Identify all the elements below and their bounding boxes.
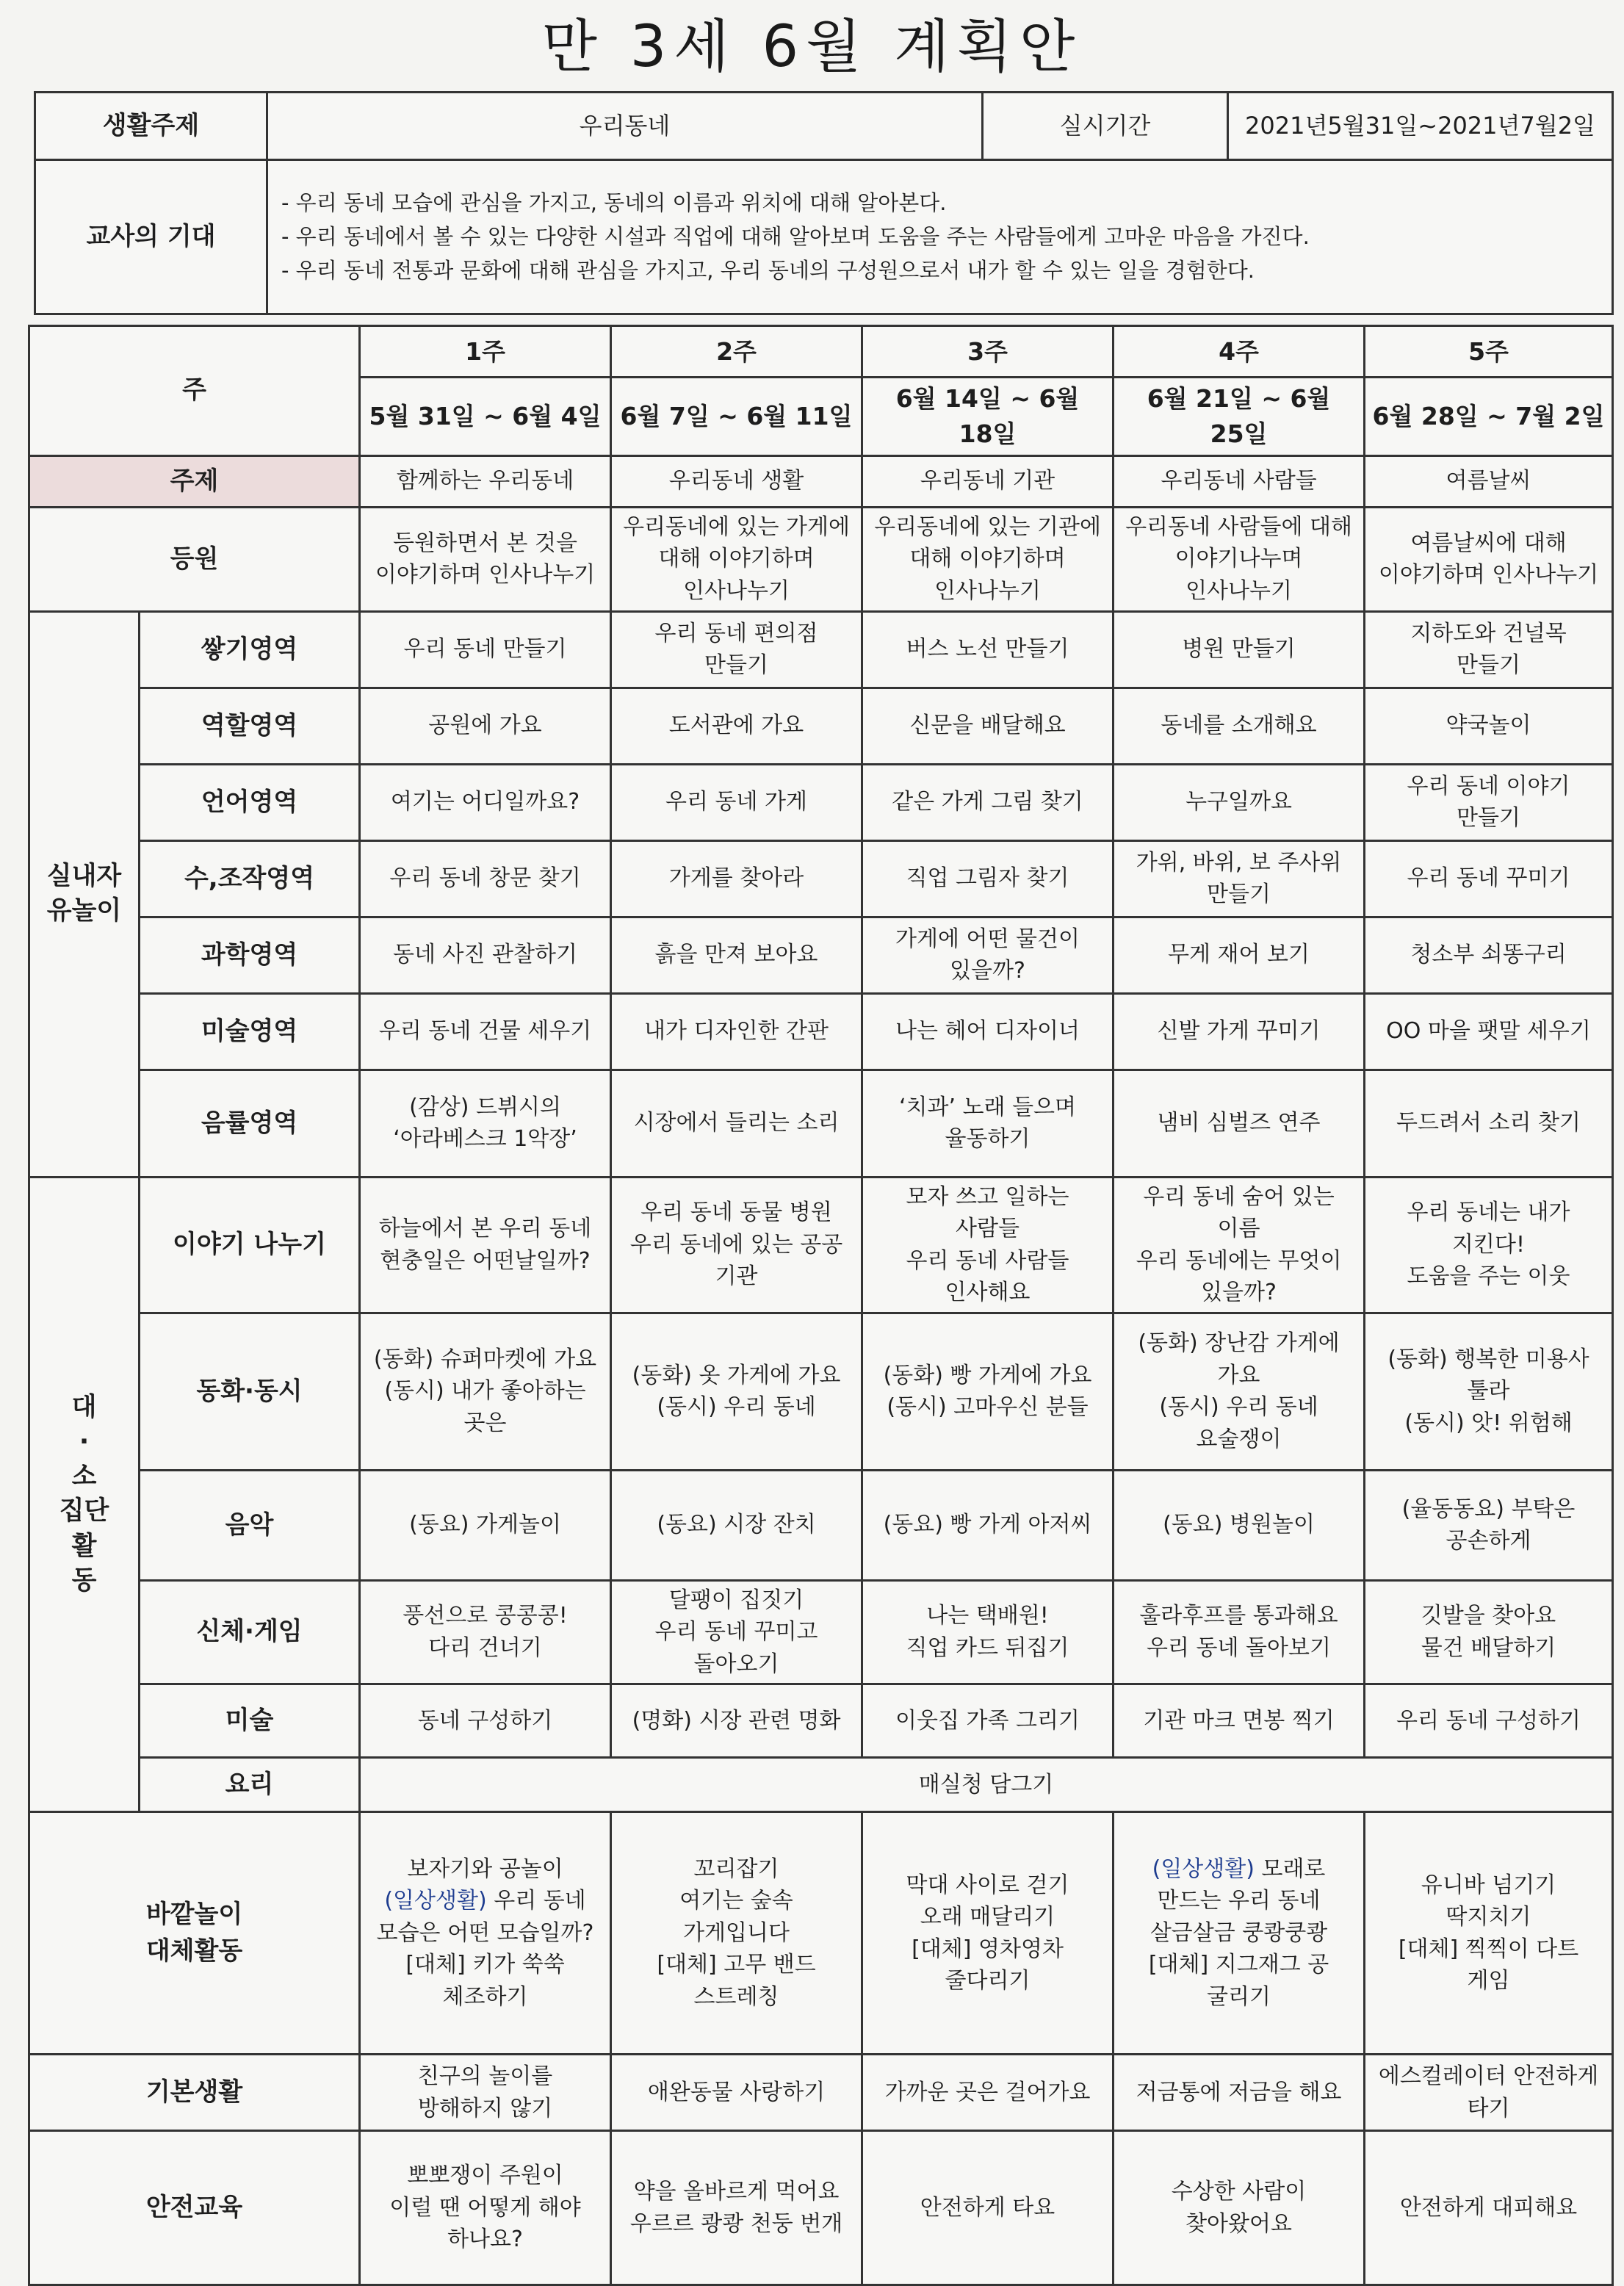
expectation-item: - 우리 동네 전통과 문화에 대해 관심을 가지고, 우리 동네의 구성원으로서 내가 할 수 있는 일을 경험한다. — [281, 257, 1255, 283]
week-label: 1주 — [360, 326, 611, 378]
outdoor-text: 모래로 만드는 우리 동네 살금살금 쿵쾅쿵쾅 [대체] 지그재그 공 굴리기 — [1148, 1856, 1329, 2010]
area-cell: 무게 재어 보기 — [1114, 917, 1365, 993]
area-cell: OO 마을 팻말 세우기 — [1365, 993, 1613, 1070]
area-label: 수,조작영역 — [140, 840, 360, 917]
area-cell: 냄비 심벌즈 연주 — [1114, 1070, 1365, 1177]
activity-cell: (동화) 옷 가게에 가요 (동시) 우리 동네 — [611, 1313, 862, 1470]
area-label: 쌓기영역 — [140, 611, 360, 688]
area-cell: 직업 그림자 찾기 — [862, 840, 1114, 917]
safety-cell: 뽀뽀쟁이 주원이 이럴 땐 어떻게 해야 하나요? — [360, 2131, 611, 2285]
area-cell: 도서관에 가요 — [611, 688, 862, 764]
table-row — [29, 2055, 1613, 2131]
activity-cell: (명화) 시장 관련 명화 — [611, 1684, 862, 1758]
activity-label: 요리 — [140, 1758, 360, 1812]
activity-cell: (동화) 슈퍼마켓에 가요 (동시) 내가 좋아하는 곳은 — [360, 1313, 611, 1470]
outdoor-text: 우리 동네 모습은 어떤 모습일까? [대체] 키가 쑥쑥 체조하기 — [376, 1888, 594, 2010]
area-cell: 동네를 소개해요 — [1114, 688, 1365, 764]
area-cell: 병원 만들기 — [1114, 611, 1365, 688]
activity-label: 음악 — [140, 1470, 360, 1580]
area-cell: 청소부 쇠똥구리 — [1365, 917, 1613, 993]
outdoor-text: 보자기와 공놀이 — [407, 1856, 563, 1882]
area-label: 역할영역 — [140, 688, 360, 764]
area-cell: 신문을 배달해요 — [862, 688, 1114, 764]
safety-cell: 약을 올바르게 먹어요 우르르 쾅쾅 천둥 번개 — [611, 2131, 862, 2285]
table-row — [29, 764, 1613, 840]
activity-cell: (동요) 병원놀이 — [1114, 1470, 1365, 1580]
table-row — [29, 455, 1613, 507]
theme-label: 생활주제 — [35, 93, 267, 160]
period-label: 실시기간 — [983, 93, 1228, 160]
week-dates: 6월 28일 ~ 7월 2일 — [1365, 378, 1613, 456]
topic-cell: 우리동네 생활 — [611, 455, 862, 507]
arrival-cell: 우리동네에 있는 기관에 대해 이야기하며 인사나누기 — [862, 507, 1114, 611]
area-cell: 내가 디자인한 간판 — [611, 993, 862, 1070]
area-cell: 가게에 어떤 물건이 있을까? — [862, 917, 1114, 993]
activity-cell: 기관 마크 면봉 찍기 — [1114, 1684, 1365, 1758]
table-row — [29, 840, 1613, 917]
topic-cell: 함께하는 우리동네 — [360, 455, 611, 507]
area-cell: 여기는 어디일까요? — [360, 764, 611, 840]
activity-cell: (동요) 가게놀이 — [360, 1470, 611, 1580]
activity-cell: 달팽이 집짓기 우리 동네 꾸미고 돌아오기 — [611, 1580, 862, 1684]
week-dates: 5월 31일 ~ 6월 4일 — [360, 378, 611, 456]
outdoor-text: 유니바 넘기기 딱지치기 [대체] 찍찍이 다트 게임 — [1398, 1872, 1579, 1994]
table-row — [29, 326, 1613, 378]
area-cell: 우리 동네 건물 세우기 — [360, 993, 611, 1070]
week-dates: 6월 7일 ~ 6월 11일 — [611, 378, 862, 456]
outdoor-cell — [1365, 1812, 1613, 2055]
week-label: 3주 — [862, 326, 1114, 378]
table-row — [29, 1177, 1613, 1313]
arrival-cell: 우리동네에 있는 가게에 대해 이야기하며 인사나누기 — [611, 507, 862, 611]
area-cell: 우리 동네 창문 찾기 — [360, 840, 611, 917]
activity-cell: 모자 쓰고 일하는 사람들 우리 동네 사람들 인사해요 — [862, 1177, 1114, 1313]
arrival-cell: 우리동네 사람들에 대해 이야기나누며 인사나누기 — [1114, 507, 1365, 611]
topic-label: 주제 — [29, 455, 360, 507]
outdoor-text: 막대 사이로 걷기 오래 매달리기 [대체] 영차영차 줄다리기 — [906, 1872, 1069, 1994]
table-row — [29, 1580, 1613, 1684]
activity-label: 동화·동시 — [140, 1313, 360, 1470]
basic-life-label: 기본생활 — [29, 2055, 360, 2131]
table-row — [29, 507, 1613, 611]
arrival-cell: 등원하면서 본 것을 이야기하며 인사나누기 — [360, 507, 611, 611]
area-cell: 동네 사진 관찰하기 — [360, 917, 611, 993]
activity-label: 신체·게임 — [140, 1580, 360, 1684]
activity-cell: 깃발을 찾아요 물건 배달하기 — [1365, 1580, 1613, 1684]
area-cell: 우리 동네 만들기 — [360, 611, 611, 688]
table-row — [29, 1684, 1613, 1758]
area-cell: 시장에서 들리는 소리 — [611, 1070, 862, 1177]
activity-cell: 우리 동네 동물 병원 우리 동네에 있는 공공 기관 — [611, 1177, 862, 1313]
area-label: 음률영역 — [140, 1070, 360, 1177]
activity-cell: (동요) 시장 잔치 — [611, 1470, 862, 1580]
area-label: 언어영역 — [140, 764, 360, 840]
activity-label: 미술 — [140, 1684, 360, 1758]
cooking-cell: 매실청 담그기 — [360, 1758, 1613, 1812]
activity-cell: 하늘에서 본 우리 동네 현충일은 어떤날일까? — [360, 1177, 611, 1313]
expectation-item: - 우리 동네 모습에 관심을 가지고, 동네의 이름과 위치에 대해 알아본다. — [281, 190, 947, 216]
basic-life-cell: 저금통에 저금을 해요 — [1114, 2055, 1365, 2131]
outdoor-label: 바깥놀이 대체활동 — [29, 1812, 360, 2055]
safety-cell: 안전하게 대피해요 — [1365, 2131, 1613, 2285]
table-row — [29, 1758, 1613, 1812]
area-cell: 약국놀이 — [1365, 688, 1613, 764]
table-row — [29, 993, 1613, 1070]
group-activity-label: 대 · 소 집단 활 동 — [29, 1177, 140, 1812]
table-row — [29, 1070, 1613, 1177]
week-label: 4주 — [1114, 326, 1365, 378]
activity-cell: 나는 택배원! 직업 카드 뒤집기 — [862, 1580, 1114, 1684]
area-cell: (감상) 드뷔시의 ‘아라베스크 1악장’ — [360, 1070, 611, 1177]
area-cell: 가게를 찾아라 — [611, 840, 862, 917]
activity-label: 이야기 나누기 — [140, 1177, 360, 1313]
safety-cell: 수상한 사람이 찾아왔어요 — [1114, 2131, 1365, 2285]
area-cell: 누구일까요 — [1114, 764, 1365, 840]
table-row — [29, 2131, 1613, 2285]
week-label: 5주 — [1365, 326, 1613, 378]
daily-life-tag: (일상생활) — [384, 1888, 487, 1914]
table-row — [29, 917, 1613, 993]
activity-cell: 동네 구성하기 — [360, 1684, 611, 1758]
free-play-group-label: 실내자 유놀이 — [29, 611, 140, 1177]
outdoor-cell — [862, 1812, 1114, 2055]
safety-cell: 안전하게 타요 — [862, 2131, 1114, 2285]
activity-cell: 우리 동네 숨어 있는 이름 우리 동네에는 무엇이 있을까? — [1114, 1177, 1365, 1313]
activity-cell: 훌라후프를 통과해요 우리 동네 돌아보기 — [1114, 1580, 1365, 1684]
activity-cell: 우리 동네 구성하기 — [1365, 1684, 1613, 1758]
basic-life-cell: 친구의 놀이를 방해하지 않기 — [360, 2055, 611, 2131]
basic-life-cell: 가까운 곳은 걸어가요 — [862, 2055, 1114, 2131]
area-cell: 우리 동네 이야기 만들기 — [1365, 764, 1613, 840]
activity-cell: 우리 동네는 내가 지킨다! 도움을 주는 이웃 — [1365, 1177, 1613, 1313]
week-label: 2주 — [611, 326, 862, 378]
area-cell: 우리 동네 편의점 만들기 — [611, 611, 862, 688]
activity-cell: (동화) 빵 가게에 가요 (동시) 고마우신 분들 — [862, 1313, 1114, 1470]
area-label: 미술영역 — [140, 993, 360, 1070]
area-cell: 흙을 만져 보아요 — [611, 917, 862, 993]
outdoor-cell — [1114, 1812, 1365, 2055]
table-row — [29, 688, 1613, 764]
week-header-label: 주 — [29, 326, 360, 456]
arrival-cell: 여름날씨에 대해 이야기하며 인사나누기 — [1365, 507, 1613, 611]
table-row — [29, 1470, 1613, 1580]
activity-cell: 풍선으로 콩콩콩! 다리 건너기 — [360, 1580, 611, 1684]
outdoor-cell — [611, 1812, 862, 2055]
daily-life-tag: (일상생활) — [1152, 1856, 1255, 1882]
outdoor-cell — [360, 1812, 611, 2055]
area-cell: 두드려서 소리 찾기 — [1365, 1070, 1613, 1177]
info-table — [34, 91, 1614, 315]
expectation-item: - 우리 동네에서 볼 수 있는 다양한 시설과 직업에 대해 알아보며 도움을 주는 사람들에게 고마운 마음을 가진다. — [281, 224, 1310, 250]
activity-cell: (동화) 장난감 가게에 가요 (동시) 우리 동네 요술쟁이 — [1114, 1313, 1365, 1470]
table-row — [29, 611, 1613, 688]
activity-cell: (동화) 행복한 미용사 툴라 (동시) 앗! 위험해 — [1365, 1313, 1613, 1470]
week-dates: 6월 21일 ~ 6월 25일 — [1114, 378, 1365, 456]
topic-cell: 여름날씨 — [1365, 455, 1613, 507]
area-cell: 나는 헤어 디자이너 — [862, 993, 1114, 1070]
area-cell: 같은 가게 그림 찾기 — [862, 764, 1114, 840]
area-cell: ‘치과’ 노래 들으며 율동하기 — [862, 1070, 1114, 1177]
arrival-label: 등원 — [29, 507, 360, 611]
activity-cell: 이웃집 가족 그리기 — [862, 1684, 1114, 1758]
area-cell: 지하도와 건널목 만들기 — [1365, 611, 1613, 688]
topic-cell: 우리동네 기관 — [862, 455, 1114, 507]
activity-cell: (율동동요) 부탁은 공손하게 — [1365, 1470, 1613, 1580]
table-row — [29, 1313, 1613, 1470]
plan-table — [28, 325, 1614, 2286]
area-cell: 공원에 가요 — [360, 688, 611, 764]
basic-life-cell: 에스컬레이터 안전하게 타기 — [1365, 2055, 1613, 2131]
outdoor-text: 꼬리잡기 여기는 숲속 가게입니다 [대체] 고무 밴드 스트레칭 — [657, 1856, 816, 2010]
week-dates: 6월 14일 ~ 6월 18일 — [862, 378, 1114, 456]
table-row — [29, 1812, 1613, 2055]
area-cell: 우리 동네 꾸미기 — [1365, 840, 1613, 917]
area-cell: 버스 노선 만들기 — [862, 611, 1114, 688]
area-label: 과학영역 — [140, 917, 360, 993]
area-cell: 가위, 바위, 보 주사위 만들기 — [1114, 840, 1365, 917]
expect-label: 교사의 기대 — [35, 160, 267, 314]
expectations — [267, 160, 1613, 314]
area-cell: 신발 가게 꾸미기 — [1114, 993, 1365, 1070]
basic-life-cell: 애완동물 사랑하기 — [611, 2055, 862, 2131]
safety-label: 안전교육 — [29, 2131, 360, 2285]
topic-cell: 우리동네 사람들 — [1114, 455, 1365, 507]
activity-cell: (동요) 빵 가게 아저씨 — [862, 1470, 1114, 1580]
page-title: 만 3세 6월 계획안 — [541, 14, 1083, 80]
period-value: 2021년5월31일~2021년7월2일 — [1228, 93, 1613, 160]
area-cell: 우리 동네 가게 — [611, 764, 862, 840]
theme-value: 우리동네 — [267, 93, 983, 160]
